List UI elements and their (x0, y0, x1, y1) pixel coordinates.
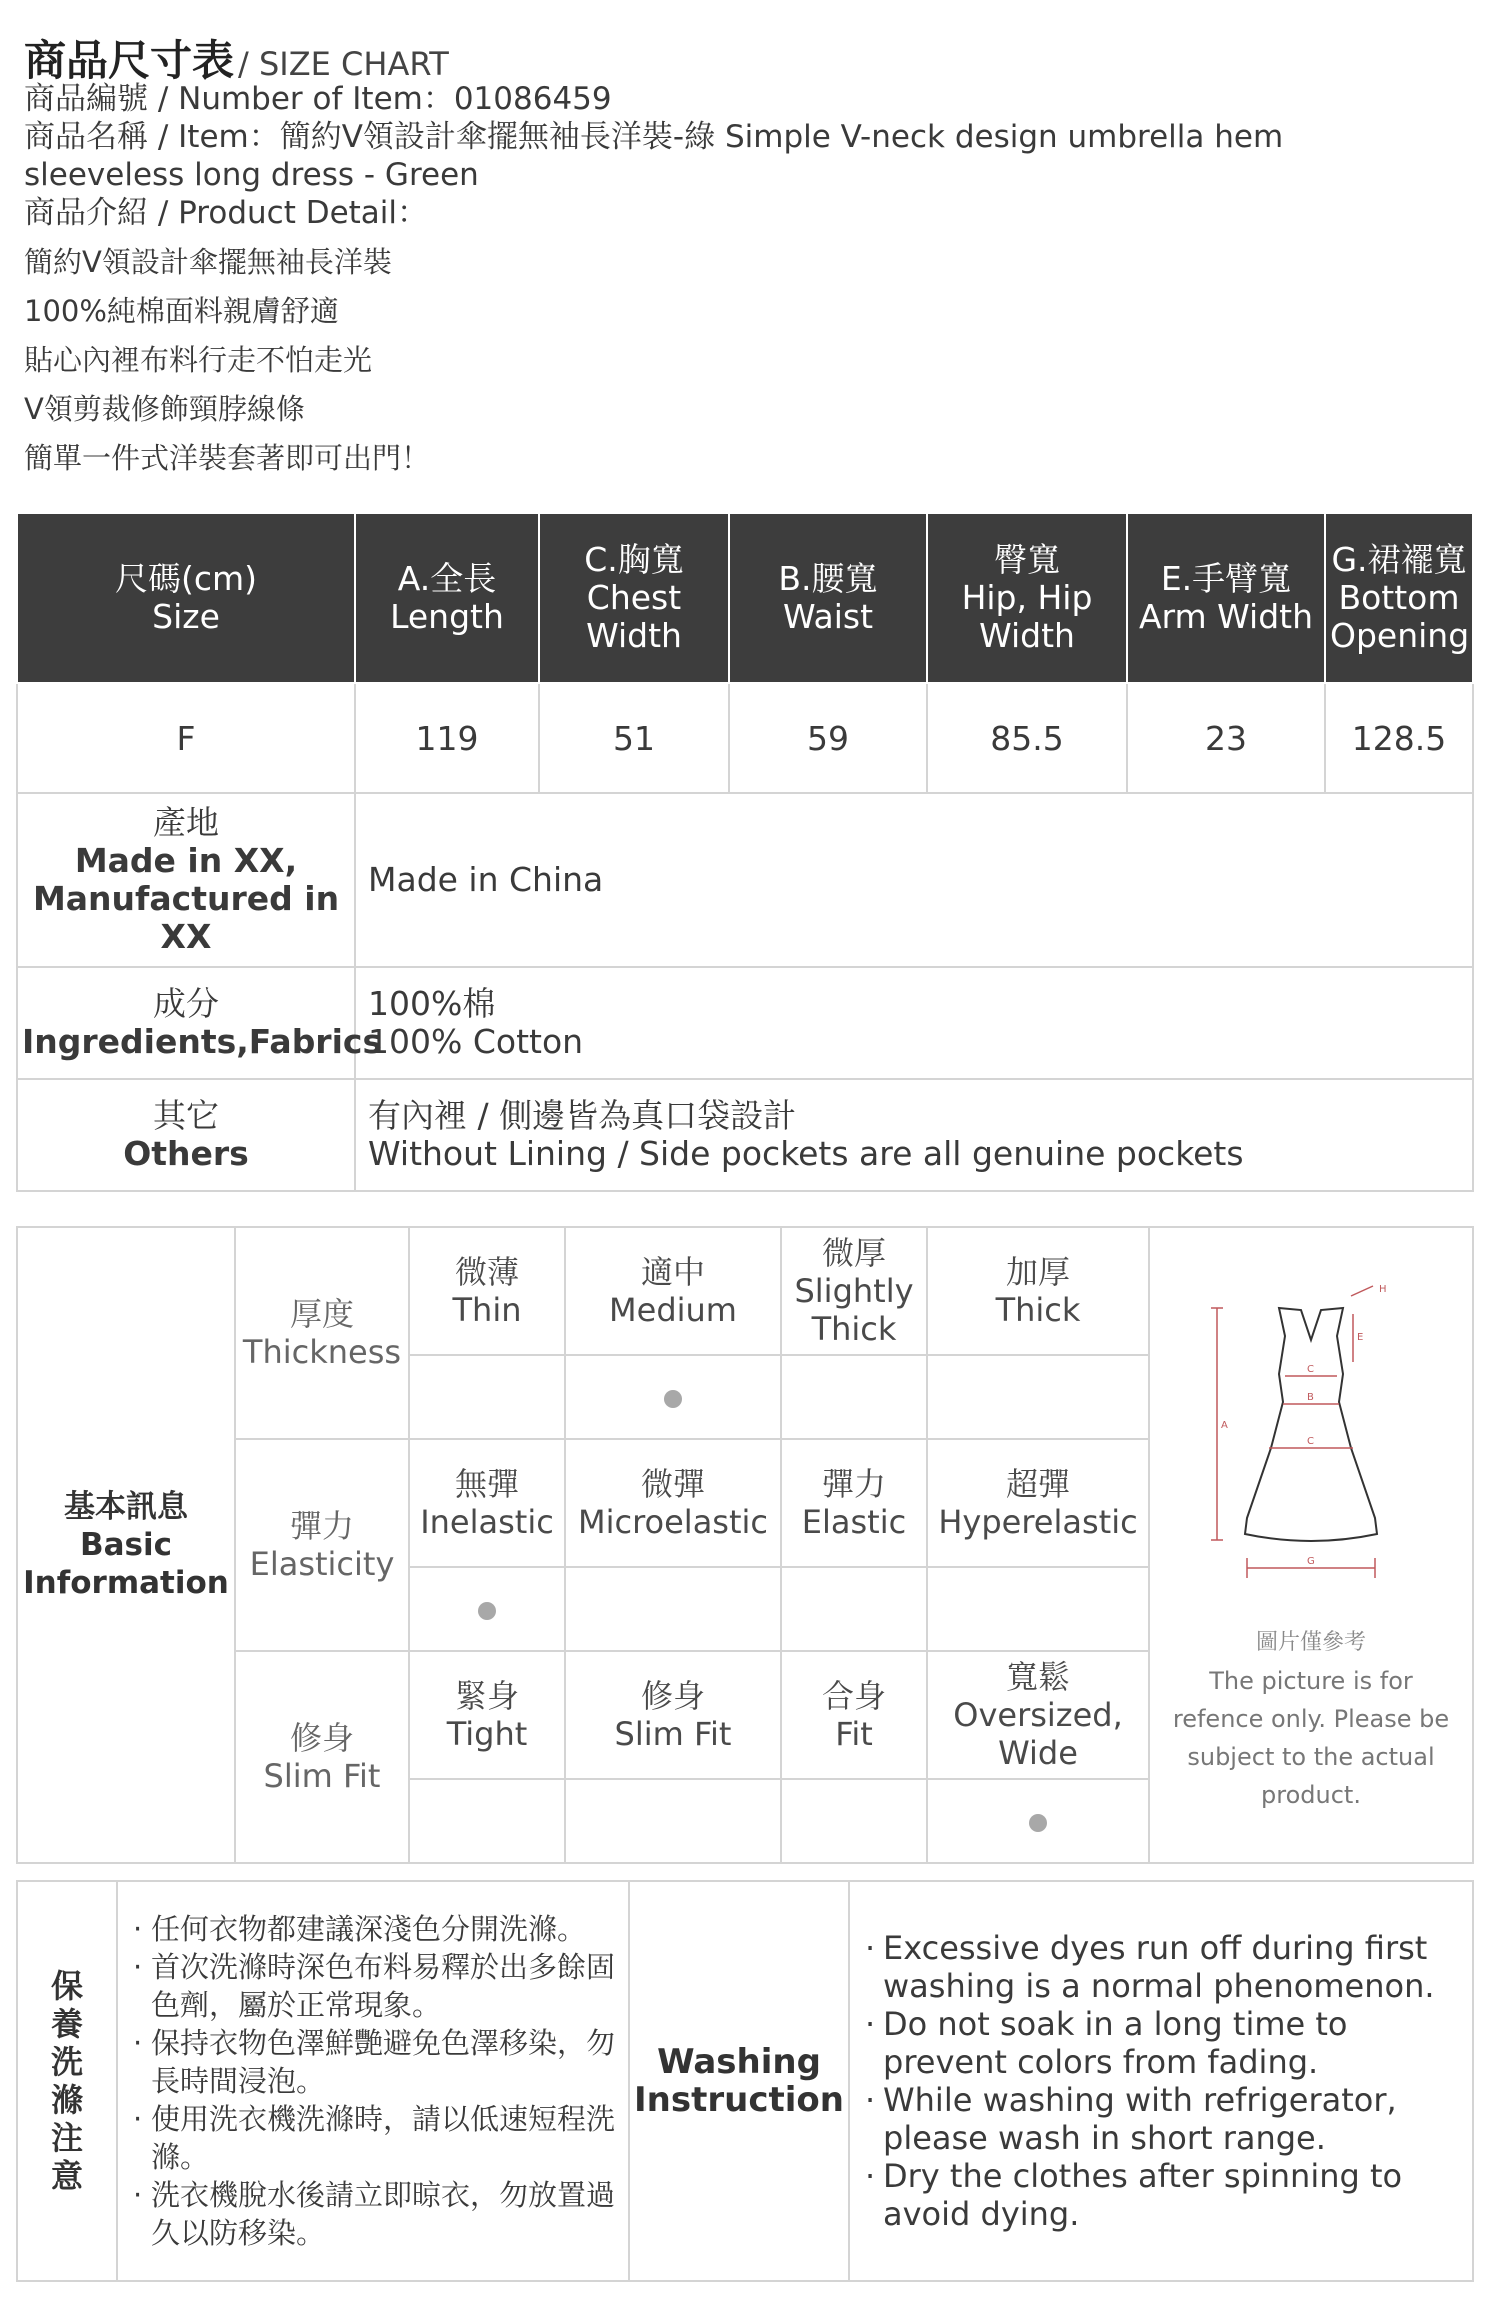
header-size (17, 513, 355, 683)
thickness-label-en: Thickness (242, 1333, 402, 1371)
detail-item: 貼心內裡布料行走不怕走光 (24, 343, 373, 377)
option-zh: 加厚 (1005, 1253, 1070, 1291)
elasticity-label (235, 1439, 409, 1651)
size-chart-title-en: / SIZE CHART (238, 45, 449, 83)
option-zh: 寬鬆 (1005, 1658, 1070, 1696)
option-thin (409, 1227, 565, 1355)
origin-row (17, 793, 1473, 967)
thickness-label (235, 1227, 409, 1439)
mark-cell (927, 1355, 1149, 1439)
header-waist-zh: B.腰寬 (778, 559, 878, 598)
ingredients-row (17, 967, 1473, 1079)
size-chart-title-zh: 商品尺寸表 (24, 36, 235, 85)
care-item-en: · While washing with refrigerator, please wash in short range. (861, 2081, 1463, 2157)
option-en: Fit (835, 1715, 873, 1753)
mark-cell (409, 1567, 565, 1651)
origin-label-en: Made in XX, Manufactured in XX (32, 841, 340, 956)
detail-item: V領剪裁修飾頸脖線條 (24, 392, 305, 426)
basic-info-label-zh: 基本訊息 (64, 1489, 188, 1525)
size-row (17, 683, 1473, 793)
size-table-header-row (17, 513, 1473, 683)
detail-item: 簡約V領設計傘擺無袖長洋裝 (24, 245, 392, 279)
option-en: Thick (995, 1291, 1081, 1329)
mark-cell (565, 1779, 781, 1863)
washing-instruction-title: Washing Instruction (629, 1881, 849, 2281)
waist-value: 59 (729, 683, 927, 793)
option-microelastic (565, 1439, 781, 1567)
reference-note (1166, 1624, 1456, 1814)
hip-value: 85.5 (927, 683, 1127, 793)
care-item-en: · Do not soak in a long time to prevent colors from fading. (861, 2005, 1463, 2081)
origin-label-zh: 產地 (153, 803, 219, 842)
length-value: 119 (355, 683, 539, 793)
others-value (355, 1079, 1473, 1191)
ingredients-value-zh: 100%棉 (368, 984, 496, 1023)
selected-dot (478, 1602, 496, 1620)
thickness-options-row (17, 1227, 1473, 1355)
option-zh: 微彈 (640, 1465, 705, 1503)
care-label-zh: 保養洗滌注意 (50, 1967, 83, 2195)
diagram-letter: H (1379, 1284, 1387, 1295)
others-label-en: Others (123, 1134, 249, 1173)
header-hip (927, 513, 1127, 683)
item-name-line-2: sleeveless long dress - Green (24, 157, 479, 193)
others-value-zh: 有內裡 / 側邊皆為真口袋設計 (368, 1096, 797, 1135)
option-en: Slightly Thick (794, 1272, 914, 1348)
option-fit (781, 1651, 927, 1779)
care-item-zh: · 任何衣物都建議深淺色分開洗滌。 (129, 1910, 619, 1948)
thickness-label-zh: 厚度 (289, 1295, 354, 1333)
option-zh: 適中 (640, 1253, 705, 1291)
care-item-zh: · 洗衣機脫水後請立即晾衣，勿放置過久以防移染。 (129, 2176, 619, 2252)
mark-cell (409, 1355, 565, 1439)
diagram-letter: A (1221, 1420, 1228, 1431)
ingredients-value-en: 100% Cotton (368, 1022, 584, 1061)
chest-value: 51 (539, 683, 729, 793)
care-instructions-en (849, 1881, 1473, 2281)
option-zh: 微薄 (454, 1253, 519, 1291)
diagram-letter: G (1307, 1556, 1315, 1567)
basic-info-table (16, 1226, 1474, 1864)
others-label-zh: 其它 (153, 1096, 219, 1135)
mark-cell (927, 1567, 1149, 1651)
option-oversized (927, 1651, 1149, 1779)
option-zh: 修身 (640, 1677, 705, 1715)
product-detail-list (24, 238, 1474, 483)
elasticity-label-zh: 彈力 (289, 1507, 354, 1545)
header-chest-zh: C.胸寬 (584, 540, 684, 579)
item-number: 商品編號 / Number of Item：01086459 (24, 81, 612, 117)
bottom-value: 128.5 (1325, 683, 1473, 793)
ingredients-label-zh: 成分 (153, 984, 219, 1023)
option-hyperelastic (927, 1439, 1149, 1567)
fit-label-zh: 修身 (289, 1719, 354, 1757)
option-en: Tight (446, 1715, 528, 1753)
header-size-en: Size (152, 597, 220, 636)
arm-value: 23 (1127, 683, 1325, 793)
option-zh: 超彈 (1005, 1465, 1070, 1503)
header-bottom-zh: G.裙襬寬 (1331, 540, 1467, 579)
care-list-zh (119, 1910, 627, 2252)
diagram-letter: C (1307, 1364, 1314, 1375)
option-zh: 彈力 (821, 1465, 886, 1503)
care-table (16, 1880, 1474, 2282)
option-en: Thin (452, 1291, 522, 1329)
mark-cell (565, 1355, 781, 1439)
basic-info-label-en: Basic Information (23, 1527, 229, 1601)
fit-label (235, 1651, 409, 1863)
diagram-letter: B (1307, 1392, 1314, 1403)
header-arm (1127, 513, 1325, 683)
option-elastic (781, 1439, 927, 1567)
basic-info-label (17, 1227, 235, 1863)
care-label (17, 1881, 117, 2281)
care-item-en: · Excessive dyes run off during first washing is a normal phenomenon. (861, 1929, 1463, 2005)
others-label (17, 1079, 355, 1191)
care-item-zh: · 使用洗衣機洗滌時，請以低速短程洗滌。 (129, 2100, 619, 2176)
detail-item: 簡單一件式洋裝套著即可出門！ (24, 441, 431, 475)
origin-label (17, 793, 355, 967)
selected-dot (664, 1390, 682, 1408)
option-zh: 無彈 (454, 1465, 519, 1503)
care-item-en: · Dry the clothes after spinning to avoid dying. (861, 2157, 1463, 2233)
header-bottom-en: Bottom Opening (1330, 578, 1470, 655)
reference-note-zh: 圖片僅參考 (1255, 1630, 1366, 1655)
header-chest (539, 513, 729, 683)
mark-cell (409, 1779, 565, 1863)
others-row (17, 1079, 1473, 1191)
header-hip-zh: 臀寬 (994, 540, 1060, 579)
option-medium (565, 1227, 781, 1355)
header-length-en: Length (390, 597, 504, 636)
option-en: Oversized, Wide (953, 1696, 1123, 1772)
header-arm-en: Arm Width (1138, 597, 1314, 636)
care-list-en (851, 1929, 1471, 2233)
option-zh: 緊身 (454, 1677, 519, 1715)
header-waist (729, 513, 927, 683)
origin-value: Made in China (355, 793, 1473, 967)
ingredients-value (355, 967, 1473, 1079)
header-bottom (1325, 513, 1473, 683)
size-value: F (17, 683, 355, 793)
header-size-zh: 尺碼(cm) (114, 559, 258, 598)
detail-item: 100%純棉面料親膚舒適 (24, 294, 339, 328)
item-name-line-1: 商品名稱 / Item：簡約V領設計傘擺無袖長洋裝-綠 Simple V-neck design umbrella hem (24, 119, 1284, 155)
care-row (17, 1881, 1473, 2281)
size-table (16, 512, 1474, 1192)
mark-cell (781, 1779, 927, 1863)
elasticity-label-en: Elasticity (249, 1545, 395, 1583)
header-hip-en: Hip, Hip Width (961, 578, 1093, 655)
option-en: Hyperelastic (938, 1503, 1138, 1541)
diagram-letter: C (1307, 1436, 1314, 1447)
header-chest-en: Chest Width (586, 578, 682, 655)
option-slim-fit (565, 1651, 781, 1779)
option-tight (409, 1651, 565, 1779)
product-header (24, 28, 1474, 483)
option-zh: 微厚 (821, 1234, 886, 1272)
mark-cell (781, 1355, 927, 1439)
header-waist-en: Waist (782, 597, 874, 636)
reference-note-en: The picture is for refence only. Please be subject to the actual product. (1172, 1667, 1450, 1809)
option-zh: 合身 (821, 1677, 886, 1715)
option-en: Slim Fit (614, 1715, 732, 1753)
product-detail-label: 商品介紹 / Product Detail： (24, 195, 429, 231)
mark-cell (565, 1567, 781, 1651)
option-en: Inelastic (420, 1503, 554, 1541)
option-en: Microelastic (577, 1503, 768, 1541)
option-thick (927, 1227, 1149, 1355)
selected-dot (1029, 1814, 1047, 1832)
diagram-letter: E (1357, 1332, 1364, 1343)
header-arm-zh: E.手臂寬 (1160, 559, 1292, 598)
option-inelastic (409, 1439, 565, 1567)
mark-cell (927, 1779, 1149, 1863)
dress-diagram-cell (1149, 1227, 1473, 1863)
header-length (355, 513, 539, 683)
care-item-zh: · 首次洗滌時深色布料易釋於出多餘固色劑，屬於正常現象。 (129, 1948, 619, 2024)
dress-diagram (1161, 1278, 1461, 1618)
title-row (24, 28, 1474, 85)
care-instructions-zh (117, 1881, 629, 2281)
fit-label-en: Slim Fit (263, 1757, 381, 1795)
care-item-zh: · 保持衣物色澤鮮艷避免色澤移染，勿長時間浸泡。 (129, 2024, 619, 2100)
mark-cell (781, 1567, 927, 1651)
others-value-en: Without Lining / Side pockets are all genuine pockets (368, 1134, 1244, 1173)
option-slightly-thick (781, 1227, 927, 1355)
header-length-zh: A.全長 (397, 559, 497, 598)
ingredients-label-en: Ingredients,Fabrics (22, 1022, 383, 1061)
ingredients-label (17, 967, 383, 1079)
option-en: Elastic (801, 1503, 907, 1541)
option-en: Medium (609, 1291, 737, 1329)
